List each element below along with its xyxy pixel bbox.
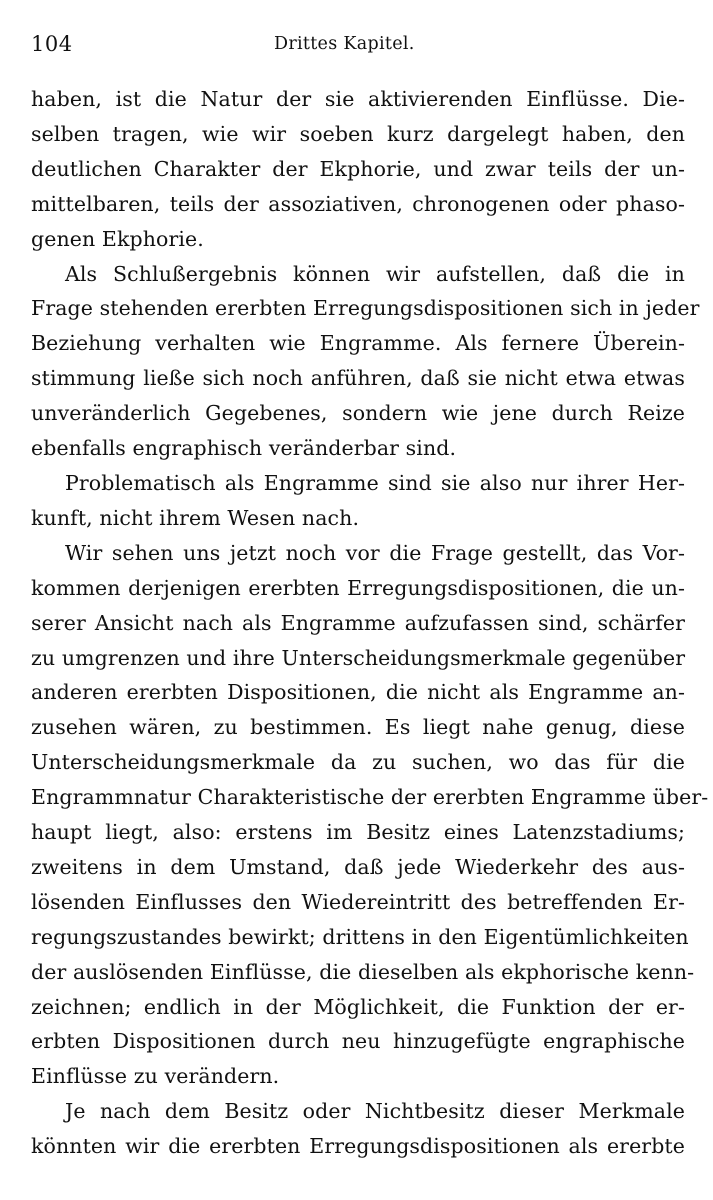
- paragraph: [31, 466, 685, 536]
- text-line: Frage stehenden ererbten Erregungsdispositionen sich in jeder: [31, 296, 700, 321]
- text-line: könnten wir die ererbten Erregungsdispositionen als ererbte: [31, 1134, 685, 1159]
- paragraph: [31, 536, 709, 1095]
- text-line: zweitens in dem Umstand, daß jede Wiederkehr des aus-: [31, 854, 685, 879]
- text-line: Einflüsse zu verändern.: [31, 1064, 280, 1089]
- text-line: Wir sehen uns jetzt noch vor die Frage gestellt, das Vor-: [65, 540, 685, 565]
- text-line: selben tragen, wie wir soeben kurz dargelegt haben, den: [31, 121, 685, 146]
- paragraph: [31, 1094, 685, 1164]
- text-line: haupt liegt, also: erstens im Besitz eines Latenzstadiums;: [31, 820, 685, 845]
- text-line: mittelbaren, teils der assoziativen, chronogenen oder phaso-: [31, 191, 685, 216]
- text-line: Engrammnatur Charakteristische der ererbten Engramme über-: [31, 785, 709, 810]
- text-line: der auslösenden Einflüsse, die dieselben als ekphorische kenn-: [31, 959, 695, 984]
- text-line: anderen ererbten Dispositionen, die nicht als Engramme an-: [31, 680, 685, 705]
- text-line: zeichnen; endlich in der Möglichkeit, die Funktion der er-: [31, 994, 685, 1019]
- text-line: Je nach dem Besitz oder Nichtbesitz dieser Merkmale: [65, 1099, 685, 1124]
- text-line: zusehen wären, zu bestimmen. Es liegt nahe genug, diese: [31, 715, 685, 740]
- text-line: lösenden Einflusses den Wiedereintritt des betreffenden Er-: [31, 889, 685, 914]
- paragraph: [31, 257, 700, 466]
- text-line: kunft, nicht ihrem Wesen nach.: [31, 505, 360, 530]
- text-line: zu umgrenzen und ihre Unterscheidungsmerkmale gegenüber: [31, 645, 686, 670]
- page-body: [31, 82, 709, 1164]
- page-header: [31, 32, 671, 60]
- text-line: unveränderlich Gegebenes, sondern wie jene durch Reize: [31, 401, 685, 426]
- text-line: Als Schlußergebnis können wir aufstellen, daß die in: [65, 261, 685, 286]
- text-line: kommen derjenigen ererbten Erregungsdispositionen, die un-: [31, 575, 685, 600]
- page-number: 104: [31, 32, 73, 56]
- text-line: Unterscheidungsmerkmale da zu suchen, wo das für die: [31, 750, 685, 775]
- text-line: genen Ekphorie.: [31, 226, 204, 251]
- text-line: ebenfalls engraphisch veränderbar sind.: [31, 436, 457, 461]
- paragraph: [31, 82, 685, 257]
- text-line: deutlichen Charakter der Ekphorie, und zwar teils der un-: [31, 156, 685, 181]
- text-line: stimmung ließe sich noch anführen, daß sie nicht etwa etwas: [31, 366, 685, 391]
- text-line: serer Ansicht nach als Engramme aufzufassen sind, schärfer: [31, 610, 685, 635]
- text-line: regungszustandes bewirkt; drittens in den Eigentümlichkeiten: [31, 924, 689, 949]
- text-line: Problematisch als Engramme sind sie also nur ihrer Her-: [65, 470, 685, 495]
- text-line: haben, ist die Natur der sie aktivierenden Einflüsse. Die-: [31, 87, 685, 111]
- text-line: erbten Dispositionen durch neu hinzugefügte engraphische: [31, 1029, 685, 1054]
- text-line: Beziehung verhalten wie Engramme. Als fernere Überein-: [31, 331, 685, 356]
- running-head: Drittes Kapitel.: [274, 34, 415, 54]
